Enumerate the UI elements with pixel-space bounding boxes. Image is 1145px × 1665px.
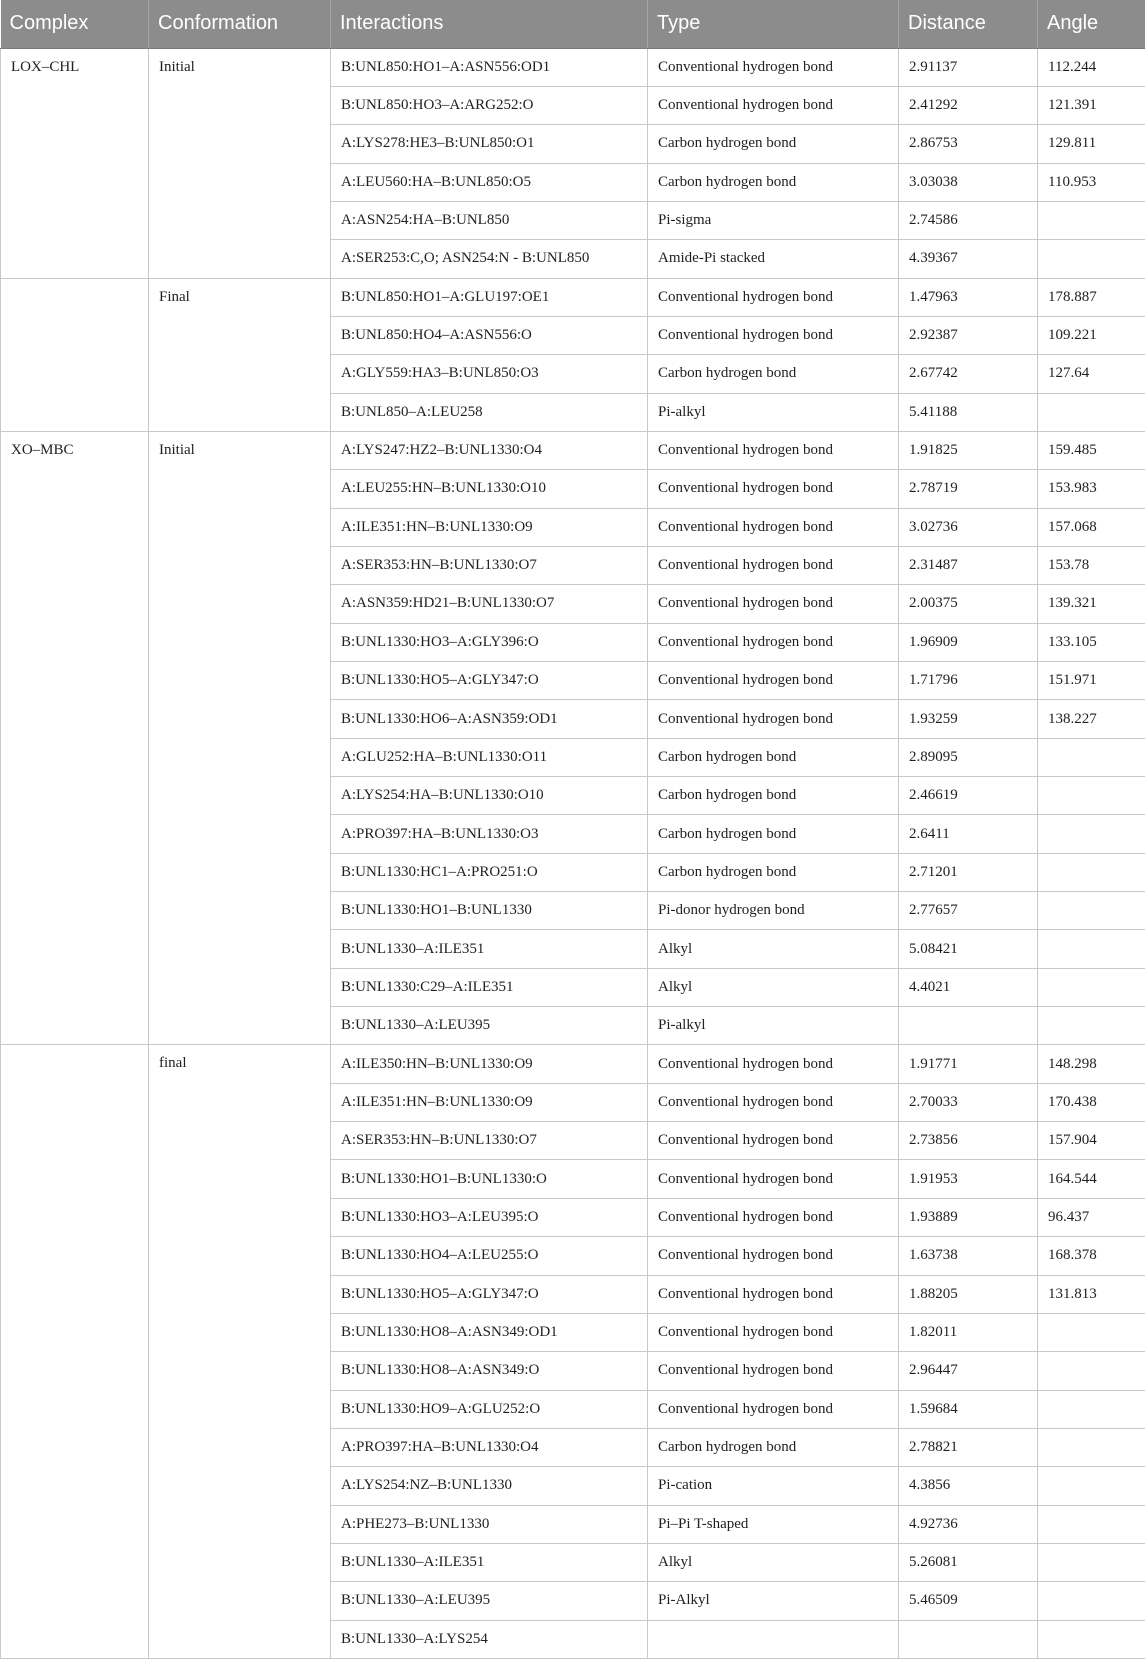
angle-cell: 157.068	[1038, 508, 1145, 546]
angle-cell: 168.378	[1038, 1237, 1145, 1275]
distance-cell: 1.59684	[899, 1390, 1038, 1428]
angle-cell: 151.971	[1038, 662, 1145, 700]
angle-cell	[1038, 1313, 1145, 1351]
distance-cell: 2.77657	[899, 892, 1038, 930]
angle-cell: 159.485	[1038, 431, 1145, 469]
interaction-cell: B:UNL1330:C29–A:ILE351	[331, 968, 648, 1006]
table-row	[1, 48, 1145, 86]
interaction-cell: B:UNL1330–A:ILE351	[331, 930, 648, 968]
distance-cell: 2.92387	[899, 316, 1038, 354]
angle-cell: 121.391	[1038, 86, 1145, 124]
distance-cell: 1.91825	[899, 431, 1038, 469]
header-interactions: Interactions	[331, 0, 648, 48]
distance-cell: 4.4021	[899, 968, 1038, 1006]
interaction-cell: B:UNL1330:HO3–A:LEU395:O	[331, 1198, 648, 1236]
distance-cell: 4.92736	[899, 1505, 1038, 1543]
angle-cell	[1038, 201, 1145, 239]
type-cell: Pi-cation	[648, 1467, 899, 1505]
distance-cell: 4.39367	[899, 240, 1038, 278]
distance-cell: 2.86753	[899, 125, 1038, 163]
interaction-cell: A:SER353:HN–B:UNL1330:O7	[331, 546, 648, 584]
interaction-cell: B:UNL1330:HO1–B:UNL1330	[331, 892, 648, 930]
interaction-cell: A:LEU560:HA–B:UNL850:O5	[331, 163, 648, 201]
interaction-cell: A:GLU252:HA–B:UNL1330:O11	[331, 738, 648, 776]
interaction-cell: A:ILE351:HN–B:UNL1330:O9	[331, 1083, 648, 1121]
interaction-cell: A:GLY559:HA3–B:UNL850:O3	[331, 355, 648, 393]
distance-cell: 2.46619	[899, 777, 1038, 815]
type-cell: Conventional hydrogen bond	[648, 508, 899, 546]
type-cell: Carbon hydrogen bond	[648, 163, 899, 201]
interaction-cell: A:LYS254:NZ–B:UNL1330	[331, 1467, 648, 1505]
angle-cell	[1038, 1505, 1145, 1543]
angle-cell: 178.887	[1038, 278, 1145, 316]
conformation-cell: Final	[149, 278, 331, 431]
distance-cell: 1.63738	[899, 1237, 1038, 1275]
conformation-cell: Initial	[149, 431, 331, 1045]
type-cell: Conventional hydrogen bond	[648, 1390, 899, 1428]
interaction-cell: A:PRO397:HA–B:UNL1330:O3	[331, 815, 648, 853]
angle-cell	[1038, 1428, 1145, 1466]
angle-cell	[1038, 968, 1145, 1006]
table-header	[1, 0, 1145, 48]
angle-cell	[1038, 853, 1145, 891]
interaction-cell: B:UNL1330–A:ILE351	[331, 1543, 648, 1581]
distance-cell: 2.67742	[899, 355, 1038, 393]
distance-cell: 5.26081	[899, 1543, 1038, 1581]
complex-cell	[1, 1045, 149, 1659]
distance-cell: 2.78719	[899, 470, 1038, 508]
header-row	[1, 0, 1145, 48]
distance-cell: 3.02736	[899, 508, 1038, 546]
distance-cell: 1.71796	[899, 662, 1038, 700]
angle-cell: 170.438	[1038, 1083, 1145, 1121]
type-cell: Pi-alkyl	[648, 393, 899, 431]
interaction-cell: B:UNL850:HO1–A:ASN556:OD1	[331, 48, 648, 86]
table-row	[1, 431, 1145, 469]
header-conformation: Conformation	[149, 0, 331, 48]
angle-cell: 129.811	[1038, 125, 1145, 163]
angle-cell	[1038, 1543, 1145, 1581]
interaction-cell: A:PHE273–B:UNL1330	[331, 1505, 648, 1543]
distance-cell: 1.91953	[899, 1160, 1038, 1198]
complex-cell	[1, 278, 149, 431]
type-cell: Conventional hydrogen bond	[648, 470, 899, 508]
type-cell: Carbon hydrogen bond	[648, 815, 899, 853]
type-cell: Conventional hydrogen bond	[648, 1275, 899, 1313]
type-cell: Carbon hydrogen bond	[648, 1428, 899, 1466]
type-cell: Pi-Alkyl	[648, 1582, 899, 1620]
interaction-cell: A:LYS247:HZ2–B:UNL1330:O4	[331, 431, 648, 469]
type-cell: Pi-donor hydrogen bond	[648, 892, 899, 930]
distance-cell: 3.03038	[899, 163, 1038, 201]
interaction-cell: B:UNL1330:HO8–A:ASN349:O	[331, 1352, 648, 1390]
angle-cell	[1038, 1390, 1145, 1428]
interaction-cell: B:UNL1330–A:LEU395	[331, 1007, 648, 1045]
interaction-cell: B:UNL850:HO1–A:GLU197:OE1	[331, 278, 648, 316]
distance-cell: 1.88205	[899, 1275, 1038, 1313]
type-cell: Pi–Pi T-shaped	[648, 1505, 899, 1543]
type-cell	[648, 1620, 899, 1658]
interaction-cell: B:UNL1330:HO5–A:GLY347:O	[331, 662, 648, 700]
interaction-cell: B:UNL1330:HO9–A:GLU252:O	[331, 1390, 648, 1428]
angle-cell: 96.437	[1038, 1198, 1145, 1236]
type-cell: Conventional hydrogen bond	[648, 1045, 899, 1083]
angle-cell	[1038, 777, 1145, 815]
type-cell: Conventional hydrogen bond	[648, 1352, 899, 1390]
type-cell: Conventional hydrogen bond	[648, 662, 899, 700]
distance-cell: 2.31487	[899, 546, 1038, 584]
angle-cell	[1038, 1007, 1145, 1045]
interaction-cell: A:ASN254:HA–B:UNL850	[331, 201, 648, 239]
header-complex: Complex	[1, 0, 149, 48]
interaction-cell: B:UNL1330:HO1–B:UNL1330:O	[331, 1160, 648, 1198]
interaction-cell: A:ASN359:HD21–B:UNL1330:O7	[331, 585, 648, 623]
distance-cell: 2.00375	[899, 585, 1038, 623]
interaction-cell: B:UNL1330:HO4–A:LEU255:O	[331, 1237, 648, 1275]
distance-cell: 5.46509	[899, 1582, 1038, 1620]
angle-cell	[1038, 1582, 1145, 1620]
header-distance: Distance	[899, 0, 1038, 48]
type-cell: Alkyl	[648, 1543, 899, 1581]
interaction-cell: A:SER253:C,O; ASN254:N - B:UNL850	[331, 240, 648, 278]
distance-cell: 1.96909	[899, 623, 1038, 661]
type-cell: Pi-sigma	[648, 201, 899, 239]
angle-cell	[1038, 1467, 1145, 1505]
distance-cell: 2.89095	[899, 738, 1038, 776]
angle-cell: 138.227	[1038, 700, 1145, 738]
interaction-cell: B:UNL1330:HC1–A:PRO251:O	[331, 853, 648, 891]
type-cell: Conventional hydrogen bond	[648, 48, 899, 86]
header-type: Type	[648, 0, 899, 48]
conformation-cell: Initial	[149, 48, 331, 278]
angle-cell	[1038, 930, 1145, 968]
angle-cell: 131.813	[1038, 1275, 1145, 1313]
type-cell: Carbon hydrogen bond	[648, 853, 899, 891]
distance-cell: 2.6411	[899, 815, 1038, 853]
type-cell: Alkyl	[648, 968, 899, 1006]
angle-cell	[1038, 892, 1145, 930]
angle-cell: 133.105	[1038, 623, 1145, 661]
distance-cell: 2.71201	[899, 853, 1038, 891]
interaction-cell: A:ILE350:HN–B:UNL1330:O9	[331, 1045, 648, 1083]
type-cell: Conventional hydrogen bond	[648, 1198, 899, 1236]
interaction-cell: A:LYS278:HE3–B:UNL850:O1	[331, 125, 648, 163]
type-cell: Carbon hydrogen bond	[648, 777, 899, 815]
angle-cell: 153.78	[1038, 546, 1145, 584]
type-cell: Conventional hydrogen bond	[648, 546, 899, 584]
angle-cell	[1038, 393, 1145, 431]
table-body	[1, 48, 1145, 1658]
angle-cell: 139.321	[1038, 585, 1145, 623]
complex-cell: XO–MBC	[1, 431, 149, 1045]
angle-cell: 157.904	[1038, 1122, 1145, 1160]
type-cell: Conventional hydrogen bond	[648, 1313, 899, 1351]
type-cell: Conventional hydrogen bond	[648, 1237, 899, 1275]
type-cell: Conventional hydrogen bond	[648, 585, 899, 623]
angle-cell: 112.244	[1038, 48, 1145, 86]
type-cell: Conventional hydrogen bond	[648, 1083, 899, 1121]
interaction-cell: B:UNL850:HO4–A:ASN556:O	[331, 316, 648, 354]
distance-cell: 2.70033	[899, 1083, 1038, 1121]
angle-cell: 153.983	[1038, 470, 1145, 508]
interaction-cell: A:SER353:HN–B:UNL1330:O7	[331, 1122, 648, 1160]
distance-cell: 1.93259	[899, 700, 1038, 738]
distance-cell	[899, 1620, 1038, 1658]
distance-cell: 5.08421	[899, 930, 1038, 968]
type-cell: Carbon hydrogen bond	[648, 125, 899, 163]
interaction-cell: B:UNL1330–A:LEU395	[331, 1582, 648, 1620]
angle-cell: 148.298	[1038, 1045, 1145, 1083]
angle-cell	[1038, 240, 1145, 278]
interaction-cell: B:UNL850:HO3–A:ARG252:O	[331, 86, 648, 124]
angle-cell	[1038, 1620, 1145, 1658]
interaction-cell: A:LYS254:HA–B:UNL1330:O10	[331, 777, 648, 815]
interaction-cell: A:ILE351:HN–B:UNL1330:O9	[331, 508, 648, 546]
angle-cell: 164.544	[1038, 1160, 1145, 1198]
type-cell: Alkyl	[648, 930, 899, 968]
distance-cell	[899, 1007, 1038, 1045]
type-cell: Carbon hydrogen bond	[648, 355, 899, 393]
type-cell: Amide-Pi stacked	[648, 240, 899, 278]
distance-cell: 1.93889	[899, 1198, 1038, 1236]
angle-cell: 110.953	[1038, 163, 1145, 201]
angle-cell: 127.64	[1038, 355, 1145, 393]
distance-cell: 1.82011	[899, 1313, 1038, 1351]
angle-cell: 109.221	[1038, 316, 1145, 354]
interaction-cell: B:UNL1330–A:LYS254	[331, 1620, 648, 1658]
table-row	[1, 1045, 1145, 1083]
angle-cell	[1038, 815, 1145, 853]
distance-cell: 1.91771	[899, 1045, 1038, 1083]
type-cell: Pi-alkyl	[648, 1007, 899, 1045]
interaction-cell: B:UNL1330:HO5–A:GLY347:O	[331, 1275, 648, 1313]
type-cell: Conventional hydrogen bond	[648, 431, 899, 469]
header-angle: Angle	[1038, 0, 1145, 48]
distance-cell: 2.78821	[899, 1428, 1038, 1466]
distance-cell: 2.91137	[899, 48, 1038, 86]
distance-cell: 2.41292	[899, 86, 1038, 124]
distance-cell: 2.74586	[899, 201, 1038, 239]
distance-cell: 1.47963	[899, 278, 1038, 316]
table-row	[1, 278, 1145, 316]
type-cell: Conventional hydrogen bond	[648, 1160, 899, 1198]
distance-cell: 2.96447	[899, 1352, 1038, 1390]
type-cell: Conventional hydrogen bond	[648, 1122, 899, 1160]
conformation-cell: final	[149, 1045, 331, 1659]
interaction-cell: A:PRO397:HA–B:UNL1330:O4	[331, 1428, 648, 1466]
interaction-cell: A:LEU255:HN–B:UNL1330:O10	[331, 470, 648, 508]
interaction-cell: B:UNL1330:HO8–A:ASN349:OD1	[331, 1313, 648, 1351]
distance-cell: 2.73856	[899, 1122, 1038, 1160]
angle-cell	[1038, 1352, 1145, 1390]
distance-cell: 4.3856	[899, 1467, 1038, 1505]
distance-cell: 5.41188	[899, 393, 1038, 431]
angle-cell	[1038, 738, 1145, 776]
type-cell: Carbon hydrogen bond	[648, 738, 899, 776]
interaction-cell: B:UNL850–A:LEU258	[331, 393, 648, 431]
interaction-cell: B:UNL1330:HO6–A:ASN359:OD1	[331, 700, 648, 738]
type-cell: Conventional hydrogen bond	[648, 700, 899, 738]
type-cell: Conventional hydrogen bond	[648, 86, 899, 124]
type-cell: Conventional hydrogen bond	[648, 623, 899, 661]
type-cell: Conventional hydrogen bond	[648, 316, 899, 354]
interaction-cell: B:UNL1330:HO3–A:GLY396:O	[331, 623, 648, 661]
type-cell: Conventional hydrogen bond	[648, 278, 899, 316]
complex-cell: LOX–CHL	[1, 48, 149, 278]
